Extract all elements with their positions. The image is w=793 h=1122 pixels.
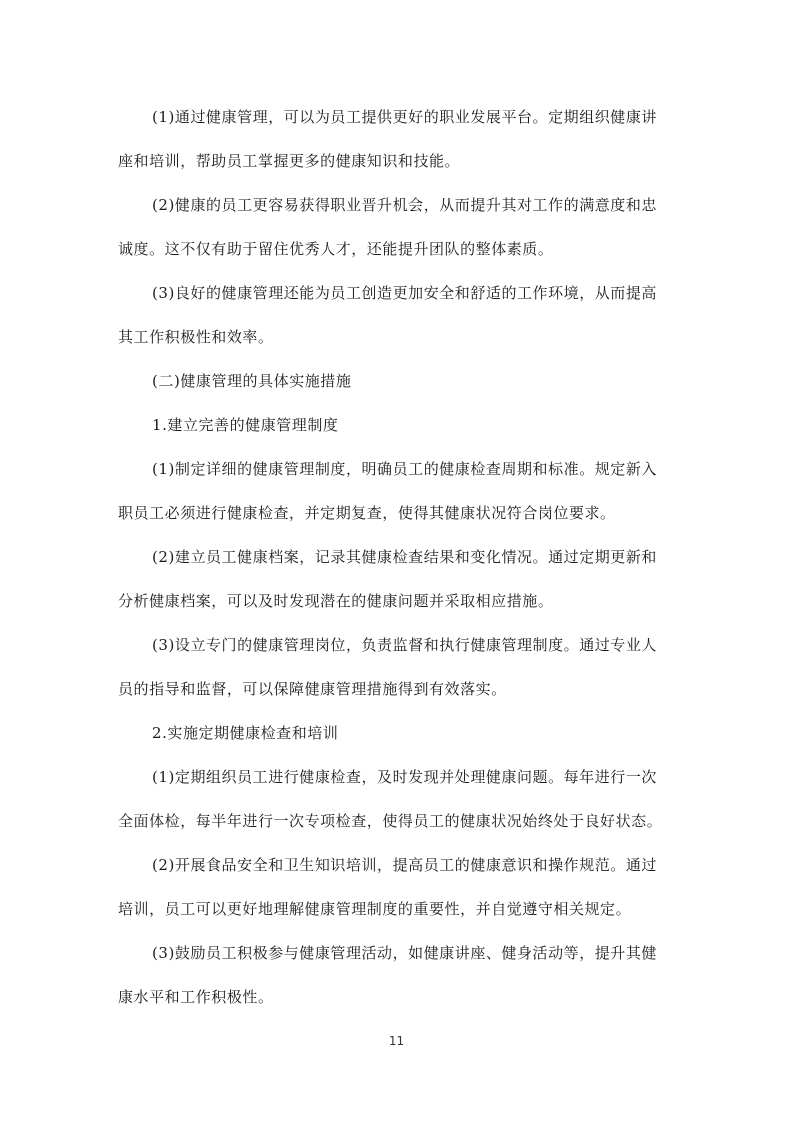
subsection-heading: 1.建立完善的健康管理制度 (152, 416, 339, 434)
paragraph-line: (3)设立专门的健康管理岗位，负责监督和执行健康管理制度。通过专业人 (152, 636, 657, 654)
paragraph-line: (2)建立员工健康档案，记录其健康检查结果和变化情况。通过定期更新和 (152, 548, 657, 566)
paragraph-line: (1)定期组织员工进行健康检查，及时发现并处理健康问题。每年进行一次 (152, 768, 657, 786)
paragraph-line: (2)开展食品安全和卫生知识培训，提高员工的健康意识和操作规范。通过 (152, 856, 657, 874)
paragraph-line: 其工作积极性和效率。 (118, 328, 274, 346)
paragraph-line: (1)制定详细的健康管理制度，明确员工的健康检查周期和标准。规定新入 (152, 460, 657, 478)
paragraph-line: (2)健康的员工更容易获得职业晋升机会，从而提升其对工作的满意度和忠 (152, 196, 657, 214)
page-number: 11 (388, 1034, 405, 1048)
paragraph-line: 座和培训，帮助员工掌握更多的健康知识和技能。 (118, 152, 461, 170)
paragraph-line: 职员工必须进行健康检查，并定期复查，使得其健康状况符合岗位要求。 (118, 504, 616, 522)
paragraph-line: (3)鼓励员工积极参与健康管理活动，如健康讲座、健身活动等，提升其健 (152, 944, 657, 962)
paragraph-line: 员的指导和监督，可以保障健康管理措施得到有效落实。 (118, 680, 507, 698)
paragraph-line: 分析健康档案，可以及时发现潜在的健康问题并采取相应措施。 (118, 592, 554, 610)
section-heading: (二)健康管理的具体实施措施 (152, 372, 352, 390)
paragraph-line: 培训，员工可以更好地理解健康管理制度的重要性，并自觉遵守相关规定。 (118, 900, 632, 918)
subsection-heading: 2.实施定期健康检查和培训 (152, 724, 339, 742)
paragraph-line: 诚度。这不仅有助于留住优秀人才，还能提升团队的整体素质。 (118, 240, 554, 258)
paragraph-line: 康水平和工作积极性。 (118, 988, 274, 1006)
paragraph-line: 全面体检，每半年进行一次专项检查，使得员工的健康状况始终处于良好状态。 (118, 812, 663, 830)
paragraph-line: (3)良好的健康管理还能为员工创造更加安全和舒适的工作环境，从而提高 (152, 284, 657, 302)
paragraph-line: (1)通过健康管理，可以为员工提供更好的职业发展平台。定期组织健康讲 (152, 108, 657, 126)
